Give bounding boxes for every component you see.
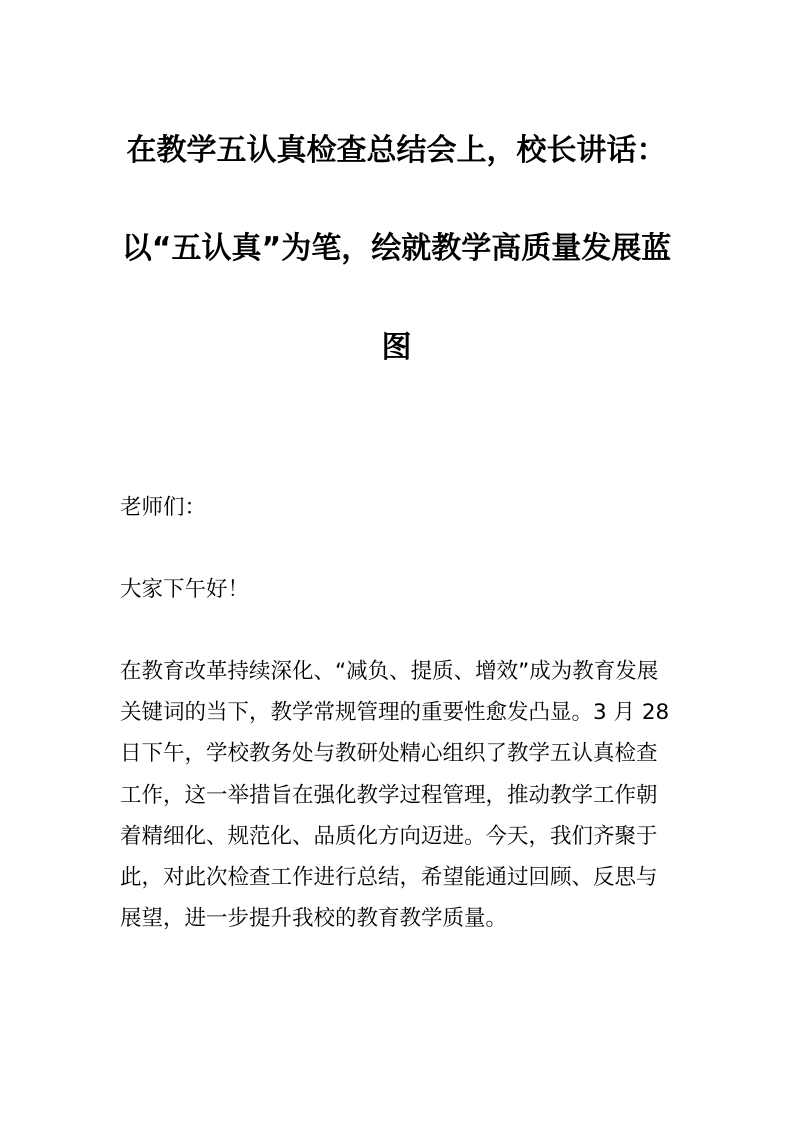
- paragraph-line: 日下午，学校教务处与教研处精心组织了教学五认真检查: [120, 741, 658, 766]
- paragraph-line: 展望，进一步提升我校的教育教学质量。: [120, 906, 508, 931]
- paragraph-line: 着精细化、规范化、品质化方向迈进。今天，我们齐聚于: [120, 824, 658, 849]
- paragraph-line: 此，对此次检查工作进行总结，希望能通过回顾、反思与: [120, 865, 658, 890]
- salutation: 老师们：: [120, 495, 207, 520]
- greeting: 大家下午好！: [120, 577, 250, 602]
- title-line-3: 图: [381, 330, 412, 365]
- title-line-2: 以“五认真”为笔，绘就教学高质量发展蓝: [121, 231, 672, 266]
- paragraph-line: 关键词的当下，教学常规管理的重要性愈发凸显。3 月 28: [120, 700, 670, 725]
- paragraph-line: 在教育改革持续深化、“减负、提质、增效”成为教育发展: [120, 659, 659, 684]
- paragraph-line: 工作，这一举措旨在强化教学过程管理，推动教学工作朝: [120, 783, 658, 808]
- title-line-1: 在教学五认真检查总结会上，校长讲话：: [126, 133, 667, 168]
